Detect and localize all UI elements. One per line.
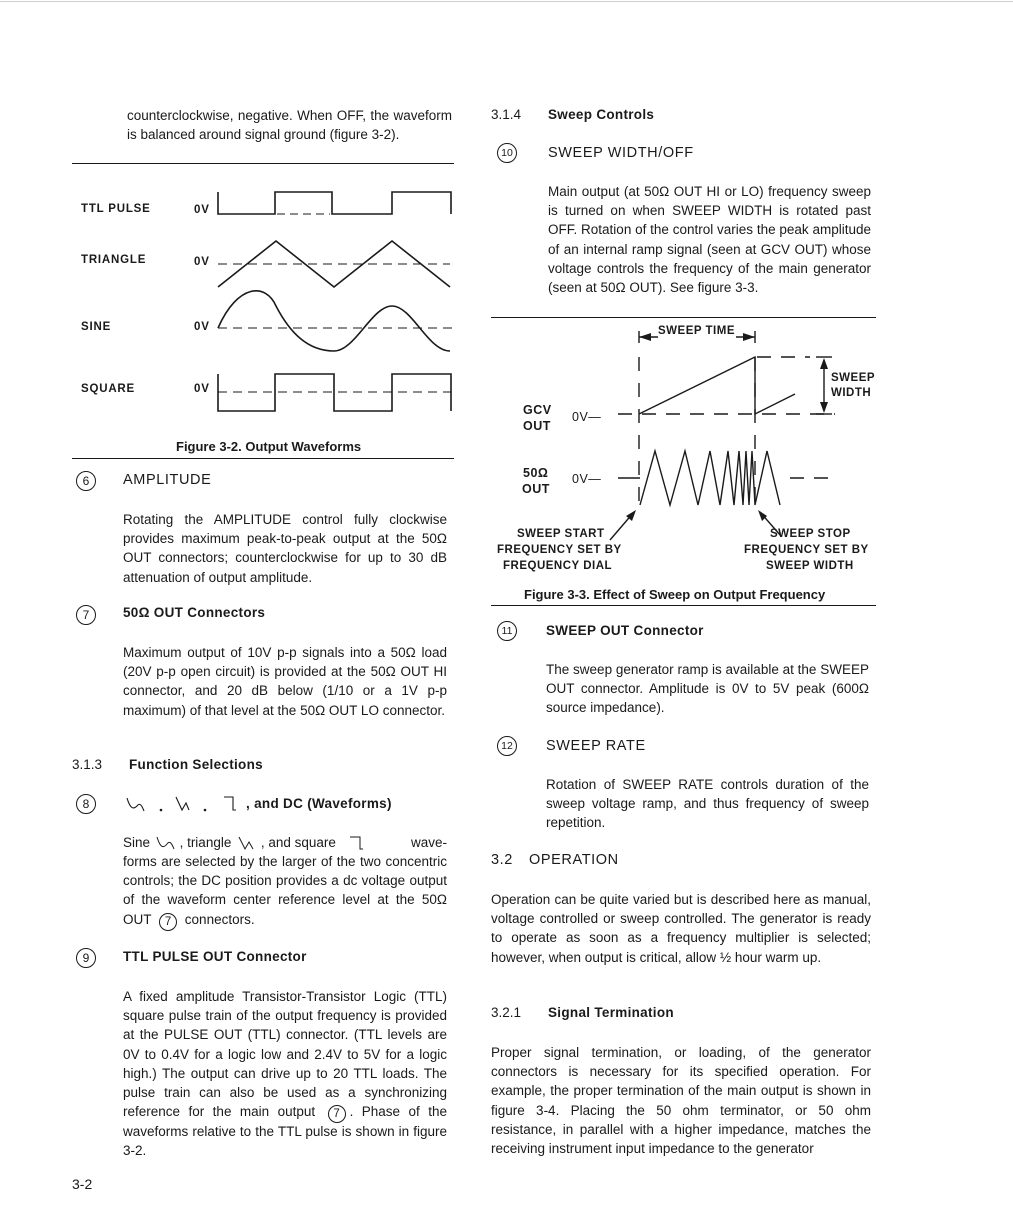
- section-7-text: Maximum output of 10V p-p signals into a 50Ω load (20V p-p open circuit) is provided at the 50Ω OUT HI connector, and 20 dB below (1/10 or a 1V p-p maximum) of that level at the 50Ω OUT LO connector.: [123, 645, 447, 718]
- sweep-time-arrowhead-left: [639, 333, 651, 341]
- section-10-title: SWEEP WIDTH/OFF: [548, 145, 694, 161]
- section-9-tail: . Phase of the waveforms relative to the TTL pulse is shown in figure 3-2.: [123, 1104, 447, 1159]
- section-3-1-3-title: Function Selections: [129, 757, 263, 772]
- section-6-marker: 6: [76, 471, 96, 491]
- sine-word: Sine: [123, 835, 151, 850]
- sweep-start-label-1: SWEEP START: [517, 528, 605, 540]
- figure-3-3-caption: Figure 3-3. Effect of Sweep on Output Frequency: [524, 587, 826, 602]
- section-11-marker: 11: [497, 621, 517, 641]
- section-3-2-1-title: Signal Termination: [548, 1005, 674, 1020]
- section-11-title: SWEEP OUT Connector: [546, 623, 704, 638]
- waveform-label-ttl-pulse: TTL PULSE: [81, 203, 151, 215]
- section-10-marker: 10: [497, 143, 517, 163]
- section-12-title: SWEEP RATE: [546, 738, 646, 754]
- sweep-width-label-1: SWEEP: [831, 372, 876, 384]
- sweep-time-arrowhead-right: [743, 333, 755, 341]
- top-paragraph: counterclockwise, negative. When OFF, the waveform is balanced around signal ground (figure 3-2).: [127, 108, 452, 143]
- gcv-ov-label: 0V—: [572, 410, 602, 424]
- ref-7-marker: 7: [159, 913, 177, 931]
- triangle-word: , triangle: [179, 835, 232, 850]
- section-8-tail: connectors.: [184, 911, 255, 927]
- sweep-stop-label-1: SWEEP STOP: [770, 528, 851, 540]
- sweep-width-arrowhead-top: [820, 358, 828, 369]
- ov-label-sine: 0V: [194, 321, 210, 333]
- section-6-text: Rotating the AMPLITUDE control fully clockwise provides maximum peak-to-peak output at the 50Ω OUT connectors; counterclockwise for up to 30 dB attenuation of output amplitude.: [123, 512, 447, 585]
- section-9-title: TTL PULSE OUT Connector: [123, 949, 307, 964]
- waveform-label-triangle: TRIANGLE: [81, 254, 147, 266]
- swept-output: [640, 451, 780, 505]
- section-3-1-4-number: 3.1.4: [491, 107, 522, 122]
- section-8-title-tail: , and DC (Waveforms): [246, 796, 392, 811]
- figure-3-3-bottom-rule: [491, 605, 876, 606]
- sweep-width-arrowhead-bottom: [820, 402, 828, 413]
- section-3-1-4-title: Sweep Controls: [548, 107, 655, 122]
- sweep-stop-label-3: SWEEP WIDTH: [766, 560, 854, 572]
- gcv-label-2: OUT: [523, 419, 551, 433]
- ov-label-square: 0V: [194, 383, 210, 395]
- section-7-title: 50Ω OUT Connectors: [123, 605, 266, 620]
- sweep-start-label-2: FREQUENCY SET BY: [497, 544, 622, 556]
- sweep-time-label: SWEEP TIME: [658, 325, 735, 337]
- section-6-title: AMPLITUDE: [123, 472, 212, 488]
- ov-label-triangle: 0V: [194, 256, 210, 268]
- square-word: , and square: [260, 835, 336, 850]
- figure-3-2-caption: Figure 3-2. Output Waveforms: [176, 439, 362, 454]
- page-number: 3-2: [72, 1176, 93, 1192]
- sweep-stop-label-2: FREQUENCY SET BY: [744, 544, 869, 556]
- wave-word: wave-: [410, 835, 447, 850]
- sweep-start-label-3: FREQUENCY DIAL: [503, 560, 613, 572]
- gcv-ramp: [639, 357, 795, 414]
- ref-7-marker-2: 7: [328, 1105, 346, 1123]
- section-3-1-3-number: 3.1.3: [72, 757, 103, 772]
- gcv-label-1: GCV: [523, 403, 552, 417]
- section-3-2-number: 3.2: [491, 852, 513, 868]
- out-label-2: OUT: [522, 482, 550, 496]
- section-12-text: Rotation of SWEEP RATE controls duration of the sweep voltage ramp, and thus frequency of sweep repetition.: [546, 777, 869, 831]
- ov-label-ttl: 0V: [194, 204, 210, 216]
- waveform-label-square: SQUARE: [81, 383, 136, 395]
- section-3-2-title: OPERATION: [529, 852, 619, 868]
- waveform-label-sine: SINE: [81, 321, 112, 333]
- section-8-body: forms are selected by the larger of the two concentric controls; the DC position provides a dc voltage output of the waveform center reference level at the 50Ω OUT: [123, 854, 447, 927]
- section-3-2-text: Operation can be quite varied but is described here as manual, voltage controlled or sweep controlled. The generator is ready to operate as soon as a frequency multiplier is selected; however, when output is critical, allow ½ hour warm up.: [491, 892, 871, 965]
- section-3-2-1-number: 3.2.1: [491, 1005, 522, 1020]
- section-10-text: Main output (at 50Ω OUT HI or LO) frequency sweep is turned on when SWEEP WIDTH is rotated past OFF. Rotation of the control varies the peak amplitude of an internal ramp signal (seen at GCV OUT) whose voltage controls the frequency of the main generator (seen at 50Ω OUT). See figure 3-3.: [548, 184, 871, 296]
- sweep-width-label-2: WIDTH: [831, 387, 872, 399]
- section-9-body: A fixed amplitude Transistor-Transistor Logic (TTL) square pulse train of the output frequency is provided at the PULSE OUT (TTL) connector. (TTL levels are 0V to 0.4V for a logic low and 2.4V to 5V for a logic high.) The output can drive up to 20 TTL loads. The pulse train can also be used as a synchronizing reference for the main output: [123, 989, 447, 1120]
- section-9-marker: 9: [76, 948, 96, 968]
- section-8-marker: 8: [76, 794, 96, 814]
- section-12-marker: 12: [497, 736, 517, 756]
- section-3-2-1-text: Proper signal termination, or loading, of the generator connectors is necessary for its specified operation. For example, the proper termination of the main output is shown in figure 3-4. Placing the 50 ohm terminator, or 50 ohm resistance, in parallel with a higher impedance, matches the receiving instrument input impedance to the generator: [491, 1045, 871, 1157]
- section-7-marker: 7: [76, 605, 96, 625]
- section-11-text: The sweep generator ramp is available at the SWEEP OUT connector. Amplitude is 0V to 5V peak (600Ω source impedance).: [546, 662, 869, 716]
- out-ov-label: 0V—: [572, 472, 602, 486]
- out-label-1: 50Ω: [523, 466, 549, 480]
